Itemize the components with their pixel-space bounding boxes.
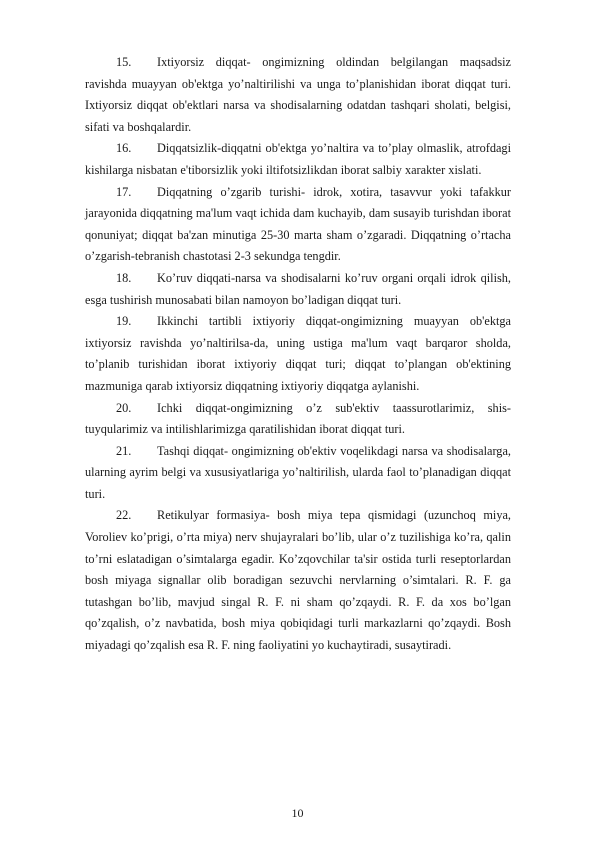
entry-number: 16.	[116, 141, 132, 156]
entry-text: Diqqatning o’zgarib turishi- idrok, xotira, tasavvur yoki tafakkur jarayonida diqqatning ma'lum vaqt ichida dam kuchayib, dam susayib turishdan iborat qonuniyat; diqqat ba'zan minutiga 25-30 marta sham o’zgaradi. Diqqatning o’rtacha o’zgarish-tebranish chastotasi 2-3 sekundga tengdir.	[85, 184, 511, 264]
glossary-entry-16	[85, 138, 511, 181]
glossary-entry-19	[85, 311, 511, 397]
entry-number: 15.	[116, 55, 132, 69]
glossary-entry-18	[85, 268, 511, 311]
glossary-list	[85, 52, 511, 657]
entry-number: 19.	[116, 314, 132, 329]
glossary-entry-17	[85, 182, 511, 268]
glossary-entry-15	[85, 52, 511, 138]
glossary-entry-21	[85, 441, 511, 506]
entry-text: Ixtiyorsiz diqqat- ongimizning oldindan belgilangan maqsadsiz ravishda muayyan ob'ektga yo’naltirilishi va unga to’planishidan iborat diqqat turi. Ixtiyorsiz diqqat ob'ektlari narsa va shodisalarning odatdan tashqari sholati, belgisi, sifati va boshqalardir.	[85, 55, 511, 134]
glossary-entry-22	[85, 505, 511, 656]
entry-number: 21.	[116, 443, 132, 458]
entry-number: 17.	[116, 184, 132, 199]
entry-number: 18.	[116, 270, 132, 285]
glossary-entry-20	[85, 398, 511, 441]
entry-text: Diqqatsizlik-diqqatni ob'ektga yo’naltira va to’play olmaslik, atrofdagi kishilarga nisbatan e'tiborsizlik yoki iltifotsizlikdan iborat salbiy xarakter xislati.	[85, 141, 511, 177]
entry-text: Ichki diqqat-ongimizning o’z sub'ektiv taassurotlarimiz, shis-tuyqularimiz va intilishlarimizga qaratilishidan iborat diqqat turi.	[85, 400, 511, 437]
entry-text: Ikkinchi tartibli ixtiyoriy diqqat-ongimizning muayyan ob'ektga ixtiyorsiz ravishda yo’naltirilsa-da, uning ustiga ma'lum vaqt barqaror sholda, to’planib turishidan iborat ixtiyoriy diqqat turi; diqqat to’plangan ob'ektining mazmuniga qarab ixtiyorsiz diqqatning ixtiyoriy diqqatga aylanishi.	[85, 314, 511, 393]
entry-number: 22.	[116, 508, 132, 523]
entry-text: Retikulyar formasiya- bosh miya tepa qismidagi (uzunchoq miya, Voroliev ko’prigi, o’rta miya) nerv shujayralari bo’lib, ular o’z tuzilishiga ko’ra, qalin to’rni eslatadigan o’simtalarga egadir. Ko’zqovchilar ta'sir ostida turli reseptorlardan bosh miyaga signallar olib boradigan sezuvchi nervlarning o’simtalari. R. F. ga tutashgan bo’lib, mavjud singal R. F. ni sham qo’zqaydi. R. F. da xos bo’lgan qo’zqalish, o’z navbatida, bosh miya qobiqidagi turli markazlarni qo’zqaydi. Bosh miyadagi qo’zqalish esa R. F. ning faoliyatini yo kuchaytiradi, susaytiradi.	[85, 508, 511, 653]
entry-text: Tashqi diqqat- ongimizning ob'ektiv voqelikdagi narsa va shodisalarga, ularning ayrim belgi va xususiyatlariga yo’naltirilish, ularda faol to’planadigan diqqat turi.	[85, 443, 511, 501]
entry-number: 20.	[116, 400, 132, 415]
entry-text: Ko’ruv diqqati-narsa va shodisalarni ko’ruv organi orqali idrok qilish, esga tushirish munosabati bilan namoyon bo’ladigan diqqat turi.	[85, 270, 511, 307]
page-number: 10	[291, 806, 304, 820]
